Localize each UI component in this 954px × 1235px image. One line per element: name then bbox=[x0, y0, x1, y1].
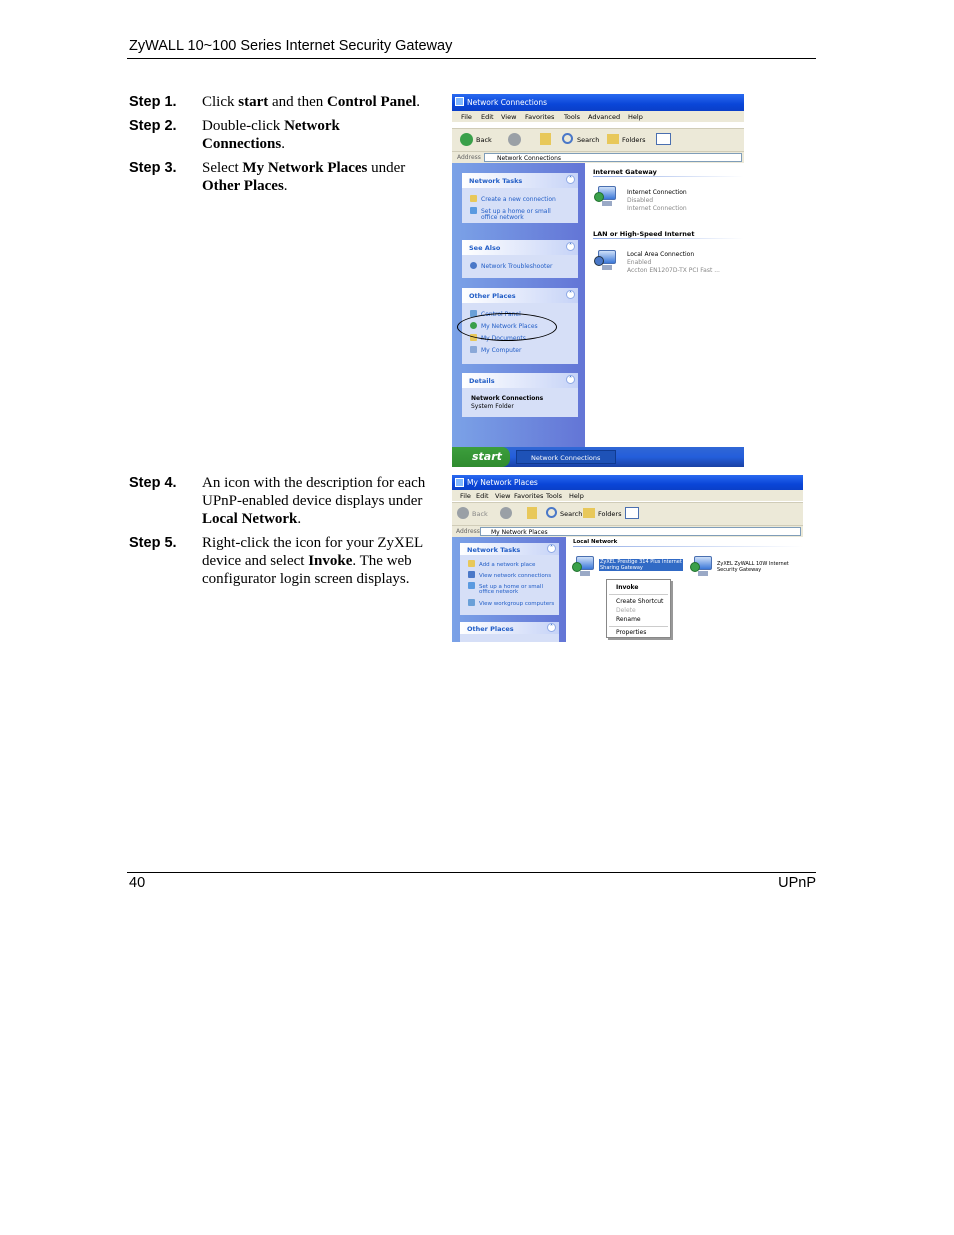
upnp-device-icon[interactable] bbox=[572, 554, 598, 580]
link-control-panel[interactable]: Control Panel bbox=[470, 310, 521, 318]
step-text: Select My Network Places under Other Places. bbox=[202, 160, 406, 194]
menu-create-shortcut[interactable]: Create Shortcut bbox=[616, 598, 664, 605]
network-places-icon bbox=[455, 478, 464, 487]
other-places-panel bbox=[460, 622, 559, 642]
folders-icon[interactable] bbox=[607, 134, 619, 144]
footer-rule bbox=[127, 872, 816, 873]
task-view-connections[interactable]: View network connections bbox=[468, 571, 551, 579]
window-title: My Network Places bbox=[467, 478, 538, 487]
menu-rename[interactable]: Rename bbox=[616, 616, 641, 623]
forward-arrow-icon[interactable] bbox=[500, 507, 512, 519]
address-label: Address bbox=[457, 154, 481, 161]
step-label: Step 4. bbox=[129, 475, 177, 491]
connection-item[interactable]: Local Area Connection Enabled Accton EN1207D-TX PCI Fast ... bbox=[627, 251, 720, 274]
menu-view[interactable]: View bbox=[501, 113, 517, 121]
home-network-icon bbox=[468, 582, 475, 589]
step-text: Right-click the icon for your ZyXEL device and select Invoke. The web configurator login screen displays. bbox=[202, 535, 423, 587]
start-button[interactable]: start bbox=[452, 447, 510, 467]
help-icon bbox=[470, 262, 477, 269]
toolbar bbox=[452, 128, 744, 151]
menu-file[interactable]: File bbox=[460, 492, 471, 500]
menu-bar bbox=[452, 111, 744, 122]
file-list bbox=[566, 537, 803, 642]
panel-header[interactable]: Network Tasks ˄ bbox=[460, 543, 559, 555]
folder-icon bbox=[455, 97, 464, 106]
collapse-chevron-icon[interactable]: ˄ bbox=[566, 242, 575, 251]
add-place-icon bbox=[468, 560, 475, 567]
device-item-prestige[interactable]: ZyXEL Prestige 314 Plus Internet Sharing Gateway bbox=[600, 559, 682, 571]
step-text: An icon with the description for each UPnP-enabled device displays under Local Network. bbox=[202, 475, 426, 527]
group-divider bbox=[593, 176, 744, 177]
step-1 bbox=[129, 93, 449, 113]
group-heading: Internet Gateway bbox=[593, 168, 657, 176]
step-label: Step 3. bbox=[129, 160, 177, 176]
new-connection-icon bbox=[470, 195, 477, 202]
task-pane bbox=[452, 537, 566, 642]
connections-icon bbox=[468, 571, 475, 578]
upnp-device-icon[interactable] bbox=[690, 554, 716, 580]
up-folder-icon[interactable] bbox=[540, 133, 551, 145]
menu-help[interactable]: Help bbox=[628, 113, 643, 121]
group-divider bbox=[593, 238, 744, 239]
window-title: Network Connections bbox=[467, 98, 548, 107]
details-panel bbox=[462, 373, 578, 417]
network-connections-screenshot bbox=[452, 94, 744, 467]
menu-delete: Delete bbox=[616, 607, 636, 614]
task-view-workgroup[interactable]: View workgroup computers bbox=[468, 599, 554, 607]
workgroup-icon bbox=[468, 599, 475, 606]
search-icon[interactable] bbox=[546, 507, 557, 518]
menu-bar bbox=[452, 490, 803, 501]
file-list bbox=[585, 163, 744, 447]
step-label: Step 2. bbox=[129, 118, 177, 134]
menu-separator bbox=[609, 594, 668, 595]
panel-header[interactable]: Details ˄ bbox=[462, 373, 578, 388]
address-field[interactable] bbox=[480, 527, 801, 536]
network-tasks-panel bbox=[462, 173, 578, 223]
step-label: Step 5. bbox=[129, 535, 177, 551]
device-item-zywall[interactable]: ZyXEL ZyWALL 10W Internet Security Gateway bbox=[717, 561, 789, 573]
panel-header[interactable]: Other Places ˄ bbox=[460, 622, 559, 634]
folders-button[interactable]: Folders bbox=[622, 136, 646, 144]
back-arrow-icon[interactable] bbox=[457, 507, 469, 519]
details-name: Network Connections bbox=[471, 395, 544, 402]
window-titlebar bbox=[452, 475, 803, 490]
step-text: Double-click Network Connections. bbox=[202, 118, 340, 152]
toolbar bbox=[452, 502, 803, 525]
internet-connection-icon[interactable] bbox=[594, 184, 620, 210]
lan-connection-icon[interactable] bbox=[594, 248, 620, 274]
address-field[interactable] bbox=[484, 153, 742, 162]
menu-edit[interactable]: Edit bbox=[481, 113, 494, 121]
address-label: Address bbox=[456, 528, 480, 535]
task-pane bbox=[452, 163, 585, 447]
step-3 bbox=[129, 159, 449, 199]
step-4 bbox=[129, 474, 449, 534]
address-value: My Network Places bbox=[491, 529, 548, 536]
views-icon[interactable] bbox=[625, 507, 639, 519]
task-setup-network[interactable]: Set up a home or small bbox=[470, 207, 551, 215]
step-label: Step 1. bbox=[129, 94, 177, 110]
task-setup-network-line2[interactable]: office network bbox=[479, 589, 519, 595]
panel-header[interactable]: See Also ˄ bbox=[462, 240, 578, 255]
menu-separator bbox=[609, 626, 668, 627]
taskbar bbox=[452, 447, 744, 467]
up-folder-icon[interactable] bbox=[527, 507, 537, 519]
panel-header[interactable]: Network Tasks ˄ bbox=[462, 173, 578, 188]
group-divider bbox=[573, 546, 803, 547]
group-heading: Local Network bbox=[573, 539, 618, 545]
collapse-chevron-icon[interactable]: ˄ bbox=[547, 623, 556, 632]
menu-advanced[interactable]: Advanced bbox=[588, 113, 621, 121]
menu-tools[interactable]: Tools bbox=[546, 492, 563, 500]
menu-view[interactable]: View bbox=[495, 492, 511, 500]
link-my-documents[interactable]: My Documents bbox=[470, 334, 526, 342]
step-text: Click start and then Control Panel. bbox=[202, 94, 421, 110]
taskbar-item[interactable]: Network Connections bbox=[516, 450, 616, 464]
menu-file[interactable]: File bbox=[461, 113, 472, 121]
forward-arrow-icon[interactable] bbox=[508, 133, 521, 146]
search-icon[interactable] bbox=[562, 133, 573, 144]
context-menu bbox=[606, 579, 671, 638]
section-name: UPnP bbox=[778, 875, 816, 891]
menu-help[interactable]: Help bbox=[569, 492, 584, 500]
menu-favorites[interactable]: Favorites bbox=[525, 113, 555, 121]
menu-properties[interactable]: Properties bbox=[616, 629, 647, 636]
folders-icon[interactable] bbox=[583, 508, 595, 518]
back-button[interactable]: Back bbox=[476, 136, 492, 144]
collapse-chevron-icon[interactable]: ˄ bbox=[566, 290, 575, 299]
folders-button[interactable]: Folders bbox=[598, 510, 622, 518]
task-setup-network-line2[interactable]: office network bbox=[481, 214, 524, 221]
home-network-icon bbox=[470, 207, 477, 214]
address-bar bbox=[452, 525, 803, 537]
link-my-computer[interactable]: My Computer bbox=[470, 346, 521, 354]
details-type: System Folder bbox=[471, 403, 514, 410]
network-tasks-panel bbox=[460, 543, 559, 615]
computer-icon bbox=[470, 346, 477, 353]
search-button[interactable]: Search bbox=[577, 136, 600, 144]
menu-edit[interactable]: Edit bbox=[476, 492, 489, 500]
address-bar bbox=[452, 151, 744, 163]
page-number: 40 bbox=[129, 875, 146, 891]
task-add-network-place[interactable]: Add a network place bbox=[468, 560, 535, 568]
menu-tools[interactable]: Tools bbox=[564, 113, 581, 121]
window-titlebar bbox=[452, 94, 744, 111]
link-my-network-places[interactable]: My Network Places bbox=[470, 322, 538, 330]
collapse-chevron-icon[interactable]: ˄ bbox=[566, 175, 575, 184]
header-rule bbox=[127, 58, 816, 59]
step-2 bbox=[129, 117, 449, 157]
step-5 bbox=[129, 534, 449, 594]
collapse-chevron-icon[interactable]: ˄ bbox=[566, 375, 575, 384]
views-icon[interactable] bbox=[656, 133, 671, 145]
link-network-troubleshooter[interactable]: Network Troubleshooter bbox=[470, 262, 553, 270]
back-button[interactable]: Back bbox=[472, 510, 488, 518]
menu-invoke[interactable]: Invoke bbox=[616, 584, 639, 591]
address-value: Network Connections bbox=[497, 155, 562, 162]
page-header-title: ZyWALL 10~100 Series Internet Security Gateway bbox=[129, 38, 453, 54]
task-setup-network[interactable]: Set up a home or small bbox=[468, 582, 543, 590]
see-also-panel bbox=[462, 240, 578, 278]
my-network-places-screenshot bbox=[452, 475, 803, 642]
search-button[interactable]: Search bbox=[560, 510, 583, 518]
task-create-connection[interactable]: Create a new connection bbox=[470, 195, 556, 203]
highlight-oval bbox=[457, 313, 557, 341]
group-heading: LAN or High-Speed Internet bbox=[593, 230, 695, 238]
collapse-chevron-icon[interactable]: ˄ bbox=[547, 544, 556, 553]
back-arrow-icon[interactable] bbox=[460, 133, 473, 146]
panel-header[interactable]: Other Places ˄ bbox=[462, 288, 578, 303]
menu-favorites[interactable]: Favorites bbox=[514, 492, 544, 500]
connection-item[interactable]: Internet Connection Disabled Internet Connection bbox=[627, 189, 687, 212]
